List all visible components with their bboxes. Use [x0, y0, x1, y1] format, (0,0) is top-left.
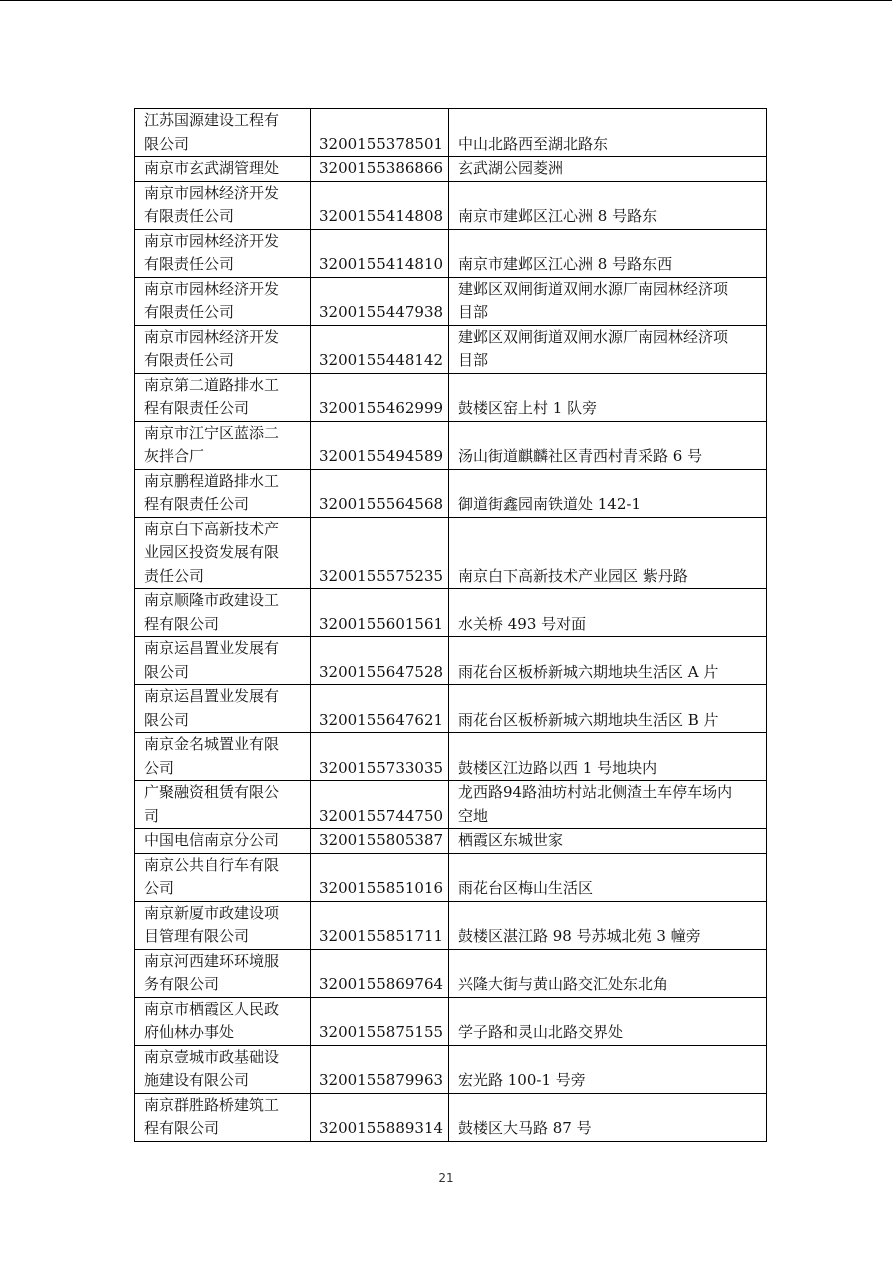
- table-row: [135, 685, 767, 733]
- table-row: [135, 829, 767, 854]
- registration-id: 3200155851016: [319, 879, 444, 897]
- address-cell: [449, 229, 767, 277]
- company-cell: [135, 157, 311, 182]
- company-name-line: 南京市园林经济开发: [144, 183, 280, 202]
- registration-id: 3200155889314: [319, 1119, 444, 1137]
- registration-id: 3200155647621: [319, 710, 444, 729]
- table-row: [135, 781, 767, 829]
- registration-id-cell: [311, 277, 449, 325]
- company-name-line: 目管理有限公司: [144, 927, 250, 945]
- registry-table-container: [134, 108, 766, 1142]
- table-row: [135, 325, 767, 373]
- registration-id-cell: [311, 589, 449, 637]
- company-cell: [135, 421, 311, 469]
- company-name-line: 南京市栖霞区人民政: [144, 999, 280, 1018]
- address-cell: [449, 421, 767, 469]
- address-cell: [449, 781, 767, 829]
- company-name-line: 有限责任公司: [144, 303, 235, 321]
- company-cell: [135, 325, 311, 373]
- address-cell: [449, 997, 767, 1045]
- company-cell: [135, 781, 311, 829]
- registration-id: 3200155414810: [319, 255, 444, 273]
- table-row: [135, 997, 767, 1045]
- registration-id: 3200155448142: [319, 351, 444, 369]
- company-name-line: 南京运昌置业发展有: [144, 687, 280, 705]
- table-row: [135, 229, 767, 277]
- company-cell: [135, 517, 311, 589]
- registration-id: 3200155447938: [319, 303, 444, 321]
- registration-id-cell: [311, 781, 449, 829]
- address-line: 雨花台区梅山生活区: [458, 879, 594, 897]
- registration-id: 3200155575235: [319, 566, 444, 585]
- address-line: 空地: [458, 806, 489, 825]
- registration-id-cell: [311, 517, 449, 589]
- address-line: 汤山街道麒麟社区青西村青采路 6 号: [458, 447, 703, 465]
- company-cell: [135, 373, 311, 421]
- company-name-line: 南京市江宁区蓝添二: [144, 423, 280, 442]
- company-cell: [135, 589, 311, 637]
- company-name-line: 程有限公司: [144, 1119, 220, 1137]
- address-line: 鼓楼区湛江路 98 号苏城北苑 3 幢旁: [458, 927, 701, 945]
- address-cell: [449, 1045, 767, 1093]
- company-name-line: 施建设有限公司: [144, 1071, 250, 1089]
- company-name-line: 南京顺隆市政建设工: [144, 591, 280, 609]
- company-name-line: 南京金名城置业有限: [144, 735, 280, 753]
- table-row: [135, 1093, 767, 1141]
- company-name-line: 南京公共自行车有限: [144, 855, 280, 874]
- registration-id: 3200155462999: [319, 399, 444, 417]
- company-cell: [135, 949, 311, 997]
- table-row: [135, 277, 767, 325]
- company-name-line: 南京第二道路排水工: [144, 375, 280, 394]
- address-cell: [449, 181, 767, 229]
- company-name-line: 广聚融资租赁有限公: [144, 783, 280, 801]
- table-row: [135, 733, 767, 781]
- table-row: [135, 157, 767, 182]
- company-name-line: 府仙林办事处: [144, 1023, 235, 1041]
- registration-id-cell: [311, 1045, 449, 1093]
- table-row: [135, 853, 767, 901]
- company-name-line: 程有限公司: [144, 614, 220, 633]
- registration-id-cell: [311, 685, 449, 733]
- registration-id-cell: [311, 157, 449, 182]
- registration-id: 3200155879963: [319, 1071, 444, 1089]
- address-cell: [449, 373, 767, 421]
- registry-table: [134, 108, 767, 1142]
- company-name-line: 南京群胜路桥建筑工: [144, 1095, 280, 1114]
- address-cell: [449, 325, 767, 373]
- company-cell: [135, 685, 311, 733]
- address-line: 建邺区双闸街道双闸水源厂南园林经济项: [458, 327, 729, 346]
- company-cell: [135, 229, 311, 277]
- company-cell: [135, 109, 311, 157]
- company-name-line: 司: [144, 806, 160, 825]
- table-row: [135, 589, 767, 637]
- company-name-line: 江苏国源建设工程有: [144, 111, 280, 129]
- registration-id-cell: [311, 637, 449, 685]
- address-line: 雨花台区板桥新城六期地块生活区 A 片: [458, 662, 719, 681]
- registration-id: 3200155875155: [319, 1023, 444, 1041]
- registration-id-cell: [311, 109, 449, 157]
- company-name-line: 有限责任公司: [144, 255, 235, 273]
- company-name-line: 程有限责任公司: [144, 399, 250, 417]
- registration-id-cell: [311, 949, 449, 997]
- registration-id: 3200155744750: [319, 806, 444, 825]
- address-line: 鼓楼区窑上村 1 队旁: [458, 399, 598, 417]
- registration-id-cell: [311, 373, 449, 421]
- company-cell: [135, 637, 311, 685]
- page-top-border: [0, 0, 892, 1]
- company-cell: [135, 1045, 311, 1093]
- registration-id: 3200155805387: [319, 831, 444, 849]
- company-name-line: 南京市园林经济开发: [144, 327, 280, 346]
- address-line: 中山北路西至湖北路东: [458, 134, 609, 153]
- company-name-line: 中国电信南京分公司: [144, 831, 280, 849]
- company-cell: [135, 733, 311, 781]
- address-line: 目部: [458, 351, 489, 369]
- company-name-line: 限公司: [144, 710, 190, 729]
- company-name-line: 业园区投资发展有限: [144, 543, 280, 561]
- registration-id-cell: [311, 421, 449, 469]
- page-number: 21: [438, 1171, 454, 1185]
- registration-id: 3200155733035: [319, 758, 444, 777]
- address-cell: [449, 733, 767, 781]
- company-cell: [135, 853, 311, 901]
- registration-id-cell: [311, 853, 449, 901]
- company-name-line: 南京白下高新技术产: [144, 519, 280, 538]
- table-row: [135, 373, 767, 421]
- company-name-line: 南京市玄武湖管理处: [144, 159, 280, 177]
- table-row: [135, 949, 767, 997]
- table-row: [135, 109, 767, 157]
- registration-id-cell: [311, 829, 449, 854]
- table-row: [135, 517, 767, 589]
- address-cell: [449, 949, 767, 997]
- address-cell: [449, 157, 767, 182]
- address-line: 鼓楼区大马路 87 号: [458, 1119, 592, 1137]
- registration-id: 3200155378501: [319, 134, 444, 153]
- company-name-line: 公司: [144, 879, 175, 897]
- company-name-line: 灰拌合厂: [144, 447, 205, 465]
- address-line: 南京市建邺区江心洲 8 号路东: [458, 207, 658, 225]
- address-line: 龙西路94路油坊村站北侧渣土车停车场内: [458, 783, 733, 801]
- company-name-line: 南京市园林经济开发: [144, 231, 280, 250]
- address-line: 鼓楼区江边路以西 1 号地块内: [458, 758, 658, 777]
- table-row: [135, 1045, 767, 1093]
- address-cell: [449, 109, 767, 157]
- address-cell: [449, 853, 767, 901]
- registration-id: 3200155647528: [319, 662, 444, 681]
- registration-id-cell: [311, 229, 449, 277]
- company-name-line: 南京河西建环环境服: [144, 951, 280, 970]
- company-name-line: 南京新厦市政建设项: [144, 903, 280, 922]
- address-line: 栖霞区东城世家: [458, 831, 564, 849]
- company-cell: [135, 997, 311, 1045]
- company-cell: [135, 469, 311, 517]
- company-name-line: 南京运昌置业发展有: [144, 639, 280, 657]
- address-line: 学子路和灵山北路交界处: [458, 1023, 624, 1041]
- address-cell: [449, 901, 767, 949]
- registration-id: 3200155869764: [319, 975, 444, 993]
- address-line: 雨花台区板桥新城六期地块生活区 B 片: [458, 710, 719, 729]
- registration-id: 3200155601561: [319, 614, 444, 633]
- company-name-line: 限公司: [144, 134, 190, 153]
- table-row: [135, 637, 767, 685]
- address-line: 宏光路 100-1 号旁: [458, 1071, 586, 1089]
- address-cell: [449, 589, 767, 637]
- table-row: [135, 901, 767, 949]
- registration-id: 3200155564568: [319, 495, 444, 513]
- company-name-line: 有限责任公司: [144, 351, 235, 369]
- table-row: [135, 469, 767, 517]
- company-cell: [135, 829, 311, 854]
- address-cell: [449, 517, 767, 589]
- registration-id-cell: [311, 469, 449, 517]
- table-row: [135, 421, 767, 469]
- company-name-line: 有限责任公司: [144, 207, 235, 225]
- registration-id-cell: [311, 901, 449, 949]
- registration-id: 3200155851711: [319, 927, 444, 945]
- company-name-line: 务有限公司: [144, 975, 220, 993]
- table-row: [135, 181, 767, 229]
- address-cell: [449, 829, 767, 854]
- registration-id: 3200155414808: [319, 207, 444, 225]
- registration-id-cell: [311, 1093, 449, 1141]
- registration-id-cell: [311, 997, 449, 1045]
- address-line: 南京市建邺区江心洲 8 号路东西: [458, 255, 673, 273]
- registration-id-cell: [311, 181, 449, 229]
- company-cell: [135, 901, 311, 949]
- company-name-line: 程有限责任公司: [144, 495, 250, 513]
- address-line: 目部: [458, 303, 489, 321]
- registration-id: 3200155386866: [319, 159, 444, 177]
- registration-id: 3200155494589: [319, 447, 444, 465]
- address-cell: [449, 469, 767, 517]
- company-name-line: 南京市园林经济开发: [144, 279, 280, 298]
- company-cell: [135, 1093, 311, 1141]
- registration-id-cell: [311, 733, 449, 781]
- address-line: 水关桥 493 号对面: [458, 614, 587, 633]
- address-cell: [449, 685, 767, 733]
- address-cell: [449, 637, 767, 685]
- company-cell: [135, 277, 311, 325]
- address-line: 玄武湖公园菱洲: [458, 159, 564, 177]
- company-name-line: 南京壹城市政基础设: [144, 1047, 280, 1066]
- registration-id-cell: [311, 325, 449, 373]
- address-line: 建邺区双闸街道双闸水源厂南园林经济项: [458, 279, 729, 298]
- address-line: 御道街鑫园南铁道处 142-1: [458, 495, 642, 513]
- address-cell: [449, 277, 767, 325]
- company-name-line: 公司: [144, 758, 175, 777]
- company-name-line: 责任公司: [144, 566, 205, 585]
- address-cell: [449, 1093, 767, 1141]
- company-name-line: 限公司: [144, 662, 190, 681]
- company-cell: [135, 181, 311, 229]
- company-name-line: 南京鹏程道路排水工: [144, 471, 280, 490]
- address-line: 南京白下高新技术产业园区 紫丹路: [458, 566, 688, 585]
- address-line: 兴隆大街与黄山路交汇处东北角: [458, 975, 669, 993]
- table-body: [135, 109, 767, 1142]
